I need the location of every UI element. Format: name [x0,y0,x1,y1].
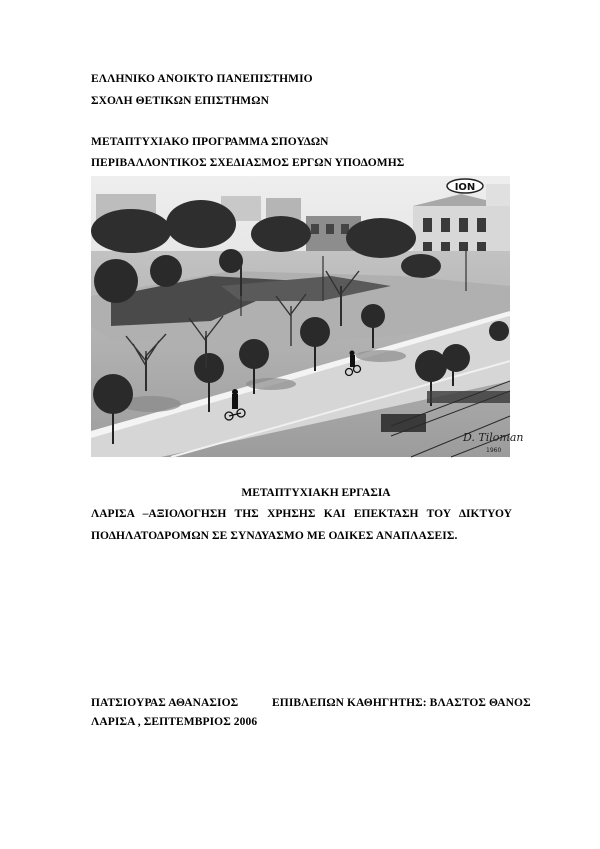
school-name: ΣΧΟΛΗ ΘΕΤΙΚΩΝ ΕΠΙΣΤΗΜΩΝ [91,95,269,107]
program-name: ΜΕΤΑΠΤΥΧΙΑΚΟ ΠΡΟΓΡΑΜΜΑ ΣΠΟΥΔΩΝ [91,136,329,148]
sign-text: ΙΟΝ [454,182,476,193]
photographer-signature: D. Tiloman [463,431,524,444]
thesis-title-line-1: ΛΑΡΙΣΑ –ΑΞΙΟΛΟΓΗΣΗ ΤΗΣ ΧΡΗΣΗΣ ΚΑΙ ΕΠΕΚΤΑΣΗ ΤΟΥ ΔΙΚΤΥΟΥ [91,508,512,520]
university-name: ΕΛΛΗΝΙΚΟ ΑΝΟΙΚΤΟ ΠΑΝΕΠΙΣΤΗΜΙΟ [91,73,313,85]
photo-year: 1960 [486,447,502,454]
thesis-type: ΜΕΤΑΠΤΥΧΙΑΚΗ ΕΡΓΑΣΙΑ [241,487,391,499]
place-and-date: ΛΑΡΙΣΑ , ΣΕΠΤΕΜΒΡΙΟΣ 2006 [91,716,258,728]
supervisor-name: ΕΠΙΒΛΕΠΩΝ ΚΑΘΗΓΗΤΗΣ: ΒΛΑΣΤΟΣ ΘΑΝΟΣ [272,697,531,709]
specialization-name: ΠΕΡΙΒΑΛΛΟΝΤΙΚΟΣ ΣΧΕΔΙΑΣΜΟΣ ΕΡΓΩΝ ΥΠΟΔΟΜΗΣ [91,157,405,169]
historic-town-square-photo [91,176,524,457]
author-name: ΠΑΤΣΙΟΥΡΑΣ ΑΘΑΝΑΣΙΟΣ [91,697,239,709]
thesis-title-line-2: ΠΟΔΗΛΑΤΟΔΡΟΜΩΝ ΣΕ ΣΥΝΔΥΑΣΜΟ ΜΕ ΟΔΙΚΕΣ ΑΝΑΠΛΑΣΕΙΣ. [91,530,458,542]
